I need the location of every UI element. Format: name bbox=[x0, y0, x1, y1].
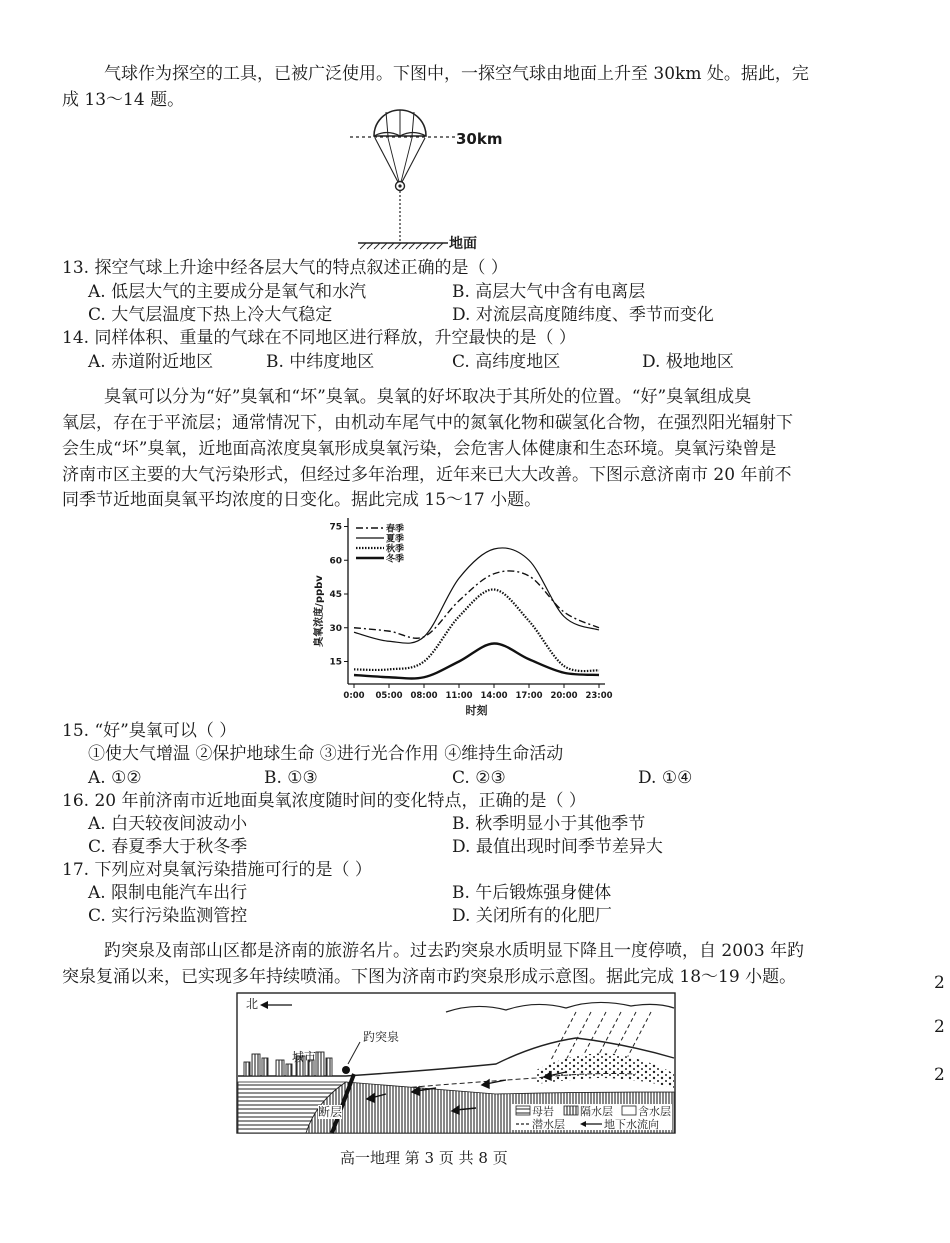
legend-label-4: 冬季 bbox=[386, 554, 405, 565]
legend-aquifer-swatch bbox=[622, 1106, 636, 1115]
q14-option-d: D. 极地地区 bbox=[642, 352, 734, 372]
x-tick-label: 08:00 bbox=[410, 691, 438, 701]
q15-option-d: D. ①④ bbox=[638, 768, 693, 788]
y-tick-label: 15 bbox=[329, 657, 342, 668]
x-tick-label: 0:00 bbox=[343, 691, 365, 701]
city-label: 城市 bbox=[292, 1050, 317, 1064]
legend-bedrock-swatch bbox=[516, 1106, 530, 1115]
margin-mark-1: 2 bbox=[934, 973, 945, 993]
y-axis-label: 臭氧浓度/ppbv bbox=[314, 575, 325, 647]
q13-stem: 13. 探空气球上升途中经各层大气的特点叙述正确的是（ ） bbox=[62, 258, 508, 278]
balloon-ground-label: 地面 bbox=[449, 236, 477, 252]
legend-aquiclude-label: 隔水层 bbox=[580, 1105, 613, 1118]
margin-mark-3: 2 bbox=[934, 1065, 945, 1085]
x-tick-label: 20:00 bbox=[550, 691, 578, 701]
y-tick-label: 30 bbox=[329, 623, 342, 634]
q15-options-line: ①使大气增温 ②保护地球生命 ③进行光合作用 ④维持生命活动 bbox=[88, 744, 564, 764]
legend-aquiclude-swatch bbox=[564, 1106, 578, 1115]
x-tick-label: 05:00 bbox=[375, 691, 403, 701]
q14-option-b: B. 中纬度地区 bbox=[266, 352, 375, 372]
series-line-1 bbox=[354, 571, 599, 638]
intro2-line3: 会生成“坏”臭氧，近地面高浓度臭氧形成臭氧污染，会危害人体健康和生态环境。臭氧污染曾是 bbox=[62, 439, 777, 459]
legend-label-1: 春季 bbox=[386, 524, 405, 535]
q13-option-a: A. 低层大气的主要成分是氧气和水汽 bbox=[88, 282, 367, 302]
margin-mark-2: 2 bbox=[934, 1017, 945, 1037]
y-tick-label: 60 bbox=[329, 556, 342, 567]
q15-option-a: A. ①② bbox=[88, 768, 142, 788]
q16-option-c: C. 春夏季大于秋冬季 bbox=[88, 837, 248, 857]
y-tick-label: 75 bbox=[329, 522, 342, 533]
q14-option-a: A. 赤道附近地区 bbox=[88, 352, 214, 372]
q17-stem: 17. 下列应对臭氧污染措施可行的是（ ） bbox=[62, 860, 372, 880]
q15-option-b: B. ①③ bbox=[264, 768, 318, 788]
q13-option-d: D. 对流层高度随纬度、季节而变化 bbox=[452, 305, 714, 325]
series-line-4 bbox=[354, 643, 599, 678]
intro2-line1: 臭氧可以分为“好”臭氧和“坏”臭氧。臭氧的好坏取决于其所处的位置。“好”臭氧组成臭 bbox=[104, 387, 752, 407]
q16-stem: 16. 20 年前济南市近地面臭氧浓度随时间的变化特点，正确的是（ ） bbox=[62, 791, 586, 811]
q16-option-d: D. 最值出现时间季节差异大 bbox=[452, 837, 663, 857]
x-axis-label: 时刻 bbox=[465, 704, 488, 716]
page-footer: 高一地理 第 3 页 共 8 页 bbox=[340, 1149, 508, 1167]
q13-option-c: C. 大气层温度下热上冷大气稳定 bbox=[88, 305, 333, 325]
legend-flow-label: 地下水流向 bbox=[604, 1118, 659, 1131]
balloon-figure bbox=[340, 104, 503, 252]
series-line-3 bbox=[354, 589, 599, 671]
intro1-line2: 成 13～14 题。 bbox=[62, 90, 185, 110]
q17-option-b: B. 午后锻炼强身健体 bbox=[452, 883, 612, 903]
intro2-line5: 同季节近地面臭氧平均浓度的日变化。据此完成 15～17 小题。 bbox=[62, 490, 542, 510]
q17-option-c: C. 实行污染监测管控 bbox=[88, 906, 248, 926]
x-tick-label: 17:00 bbox=[515, 691, 543, 701]
q16-option-a: A. 白天较夜间波动小 bbox=[88, 814, 248, 834]
x-tick-label: 11:00 bbox=[445, 691, 473, 701]
x-tick-label: 14:00 bbox=[480, 691, 508, 701]
q17-option-a: A. 限制电能汽车出行 bbox=[88, 883, 248, 903]
intro1-line1: 气球作为探空的工具，已被广泛使用。下图中，一探空气球由地面上升至 30km 处。据此，完 bbox=[104, 64, 809, 84]
intro2-line2: 氧层，存在于平流层；通常情况下，由机动车尾气中的氮氧化物和碳氢化合物，在强烈阳光辐射下 bbox=[62, 413, 793, 433]
legend-aquifer-label: 含水层 bbox=[638, 1105, 671, 1118]
ozone-chart bbox=[300, 512, 620, 716]
spring-marker bbox=[342, 1066, 350, 1074]
intro3-line2: 突泉复涌以来，已实现多年持续喷涌。下图为济南市趵突泉形成示意图。据此完成 18～19 小题。 bbox=[62, 967, 797, 987]
q14-stem: 14. 同样体积、重量的气球在不同地区进行释放，升空最快的是（ ） bbox=[62, 328, 576, 348]
legend-bedrock-label: 母岩 bbox=[532, 1105, 554, 1118]
legend-water-table-label: 潜水层 bbox=[532, 1118, 565, 1131]
legend-label-2: 夏季 bbox=[386, 534, 405, 545]
q13-option-b: B. 高层大气中含有电离层 bbox=[452, 282, 646, 302]
q16-option-b: B. 秋季明显小于其他季节 bbox=[452, 814, 646, 834]
q15-option-c: C. ②③ bbox=[452, 768, 506, 788]
balloon-height-label: 30km bbox=[456, 130, 503, 148]
north-label: 北 bbox=[246, 997, 259, 1011]
fault-label: 断层 bbox=[318, 1105, 343, 1119]
y-tick-label: 45 bbox=[329, 590, 342, 600]
intro2-line4: 济南市区主要的大气污染形式，但经过多年治理，近年来已大大改善。下图示意济南市 20 年前不 bbox=[62, 465, 792, 485]
q14-option-c: C. 高纬度地区 bbox=[452, 352, 561, 372]
spring-label: 趵突泉 bbox=[363, 1030, 400, 1044]
q17-option-d: D. 关闭所有的化肥厂 bbox=[452, 906, 612, 926]
q15-stem: 15. “好”臭氧可以（ ） bbox=[62, 721, 237, 741]
legend-label-3: 秋季 bbox=[386, 544, 405, 555]
x-tick-label: 23:00 bbox=[585, 691, 613, 701]
intro3-line1: 趵突泉及南部山区都是济南的旅游名片。过去趵突泉水质明显下降且一度停喷，自 2003 年趵 bbox=[104, 941, 805, 961]
